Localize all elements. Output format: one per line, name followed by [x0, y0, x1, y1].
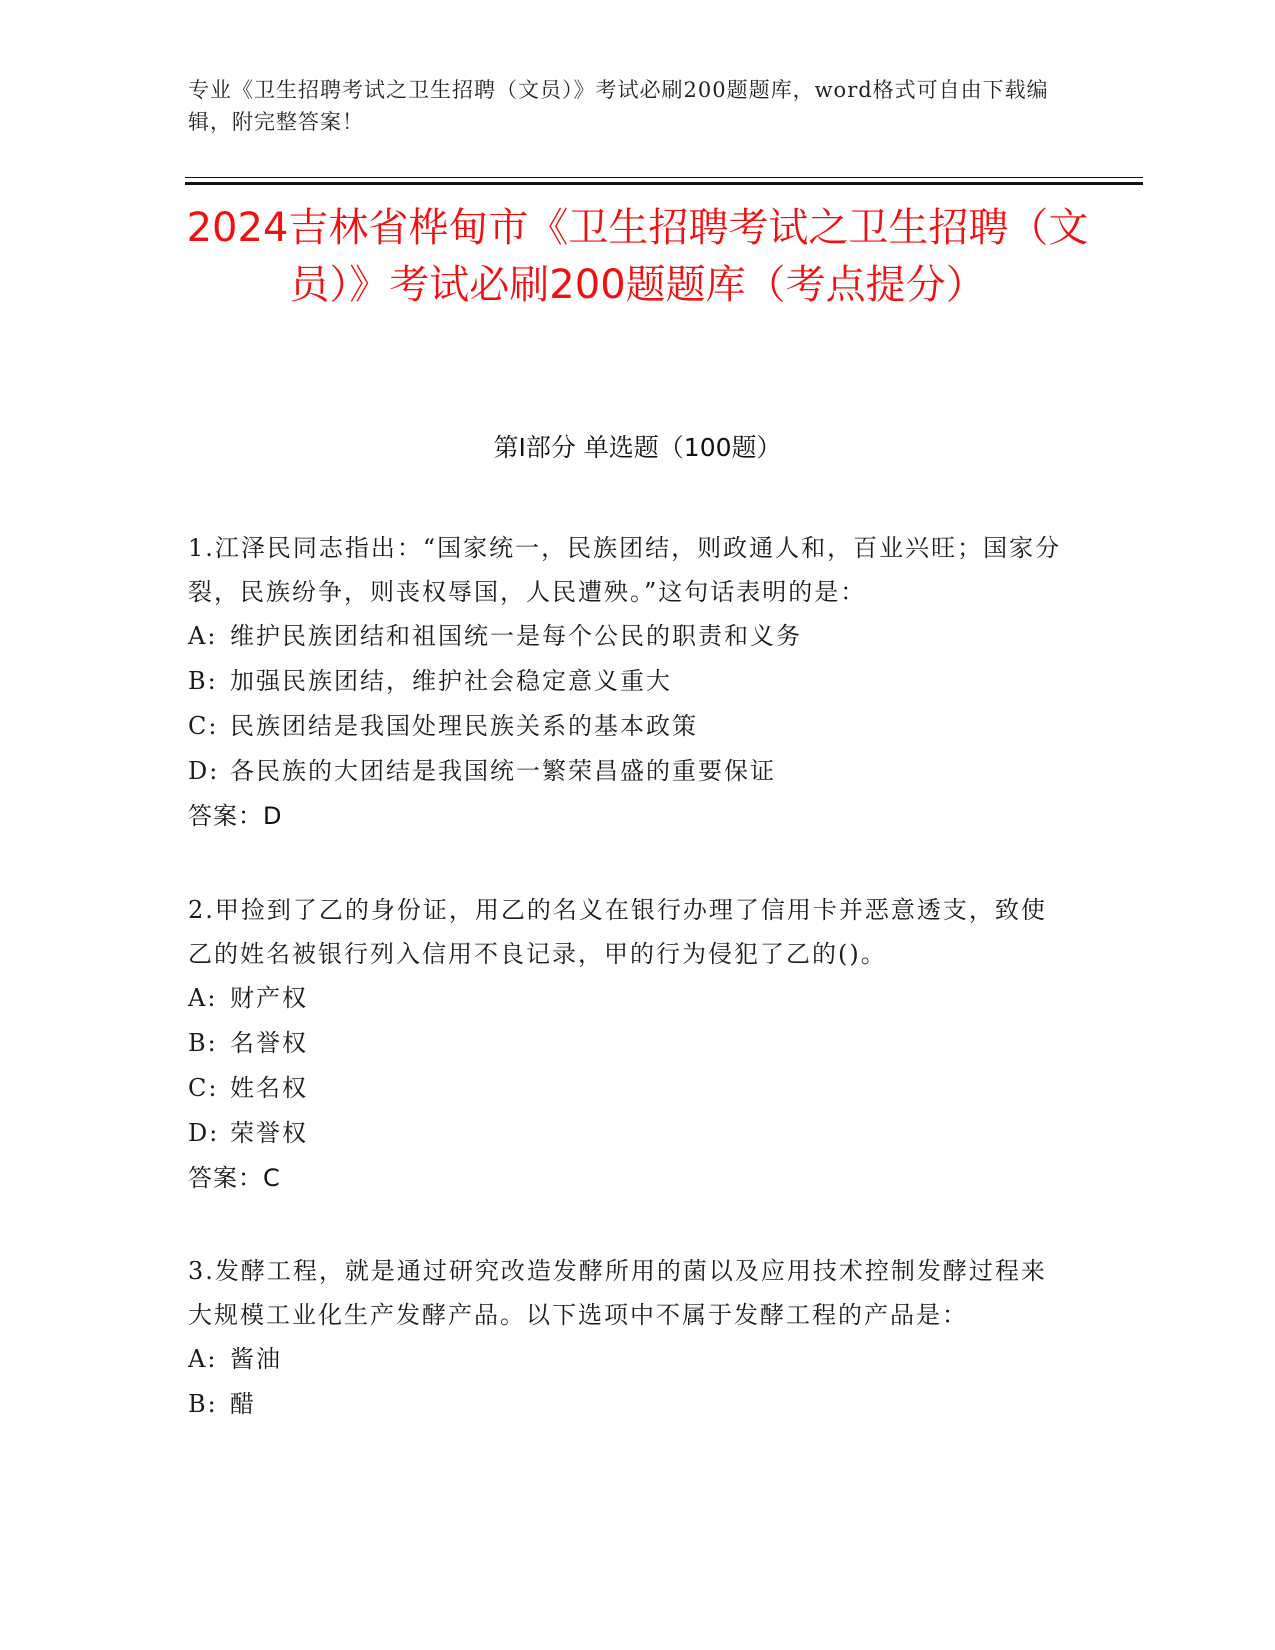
option-d: [188, 1111, 1068, 1156]
question-stem: 1.江泽民同志指出：“国家统一，民族团结，则政通人和，百业兴旺；国家分裂，民族纷争，则丧权辱国，人民遭殃。”这句话表明的是：: [188, 534, 1062, 606]
option-text: 姓名权: [230, 1074, 308, 1102]
question-3: [188, 1249, 1068, 1427]
section-title: 第I部分 单选题（100题）: [493, 433, 782, 462]
option-letter: A:: [188, 1345, 218, 1373]
option-letter: D:: [188, 1119, 220, 1147]
option-text: 醋: [230, 1390, 256, 1418]
question-stem: 3.发酵工程，就是通过研究改造发酵所用的菌以及应用技术控制发酵过程来大规模工业化生产发酵产品。以下选项中不属于发酵工程的产品是：: [188, 1257, 1047, 1329]
header-divider-thin: [185, 177, 1143, 178]
option-text: 名誉权: [230, 1029, 308, 1057]
option-letter: C:: [188, 1074, 219, 1102]
option-a: [188, 1337, 1068, 1382]
question-stem: 2.甲捡到了乙的身份证，用乙的名义在银行办理了信用卡并恶意透支，致使乙的姓名被银行列入信用不良记录，甲的行为侵犯了乙的()。: [188, 896, 1047, 968]
option-text: 酱油: [230, 1345, 282, 1373]
option-letter: B:: [188, 1029, 218, 1057]
document-title: 2024吉林省桦甸市《卫生招聘考试之卫生招聘（文员）》考试必刷200题题库（考点提分）: [186, 205, 1089, 308]
option-letter: C:: [188, 712, 219, 740]
option-letter: B:: [188, 667, 218, 695]
option-text: 维护民族团结和祖国统一是每个公民的职责和义务: [230, 622, 802, 650]
answer-line: 答案：D: [188, 802, 283, 830]
option-letter: D:: [188, 757, 220, 785]
option-letter: A:: [188, 984, 218, 1012]
option-text: 各民族的大团结是我国统一繁荣昌盛的重要保证: [230, 757, 776, 785]
option-c: [188, 704, 1068, 749]
option-text: 加强民族团结，维护社会稳定意义重大: [230, 667, 672, 695]
option-text: 荣誉权: [230, 1119, 308, 1147]
option-b: [188, 1021, 1068, 1066]
header-divider-thick: [185, 182, 1143, 185]
header-note: 专业《卫生招聘考试之卫生招聘（文员）》考试必刷200题题库，word格式可自由下载编辑，附完整答案！: [188, 78, 1049, 134]
option-letter: A:: [188, 622, 218, 650]
option-c: [188, 1066, 1068, 1111]
option-b: [188, 659, 1068, 704]
option-a: [188, 614, 1068, 659]
question-1: [188, 526, 1068, 839]
option-text: 财产权: [230, 984, 308, 1012]
option-b: [188, 1382, 1068, 1427]
option-a: [188, 976, 1068, 1021]
option-letter: B:: [188, 1390, 218, 1418]
question-2: [188, 888, 1068, 1201]
option-d: [188, 749, 1068, 794]
option-text: 民族团结是我国处理民族关系的基本政策: [230, 712, 698, 740]
answer-line: 答案：C: [188, 1164, 281, 1192]
